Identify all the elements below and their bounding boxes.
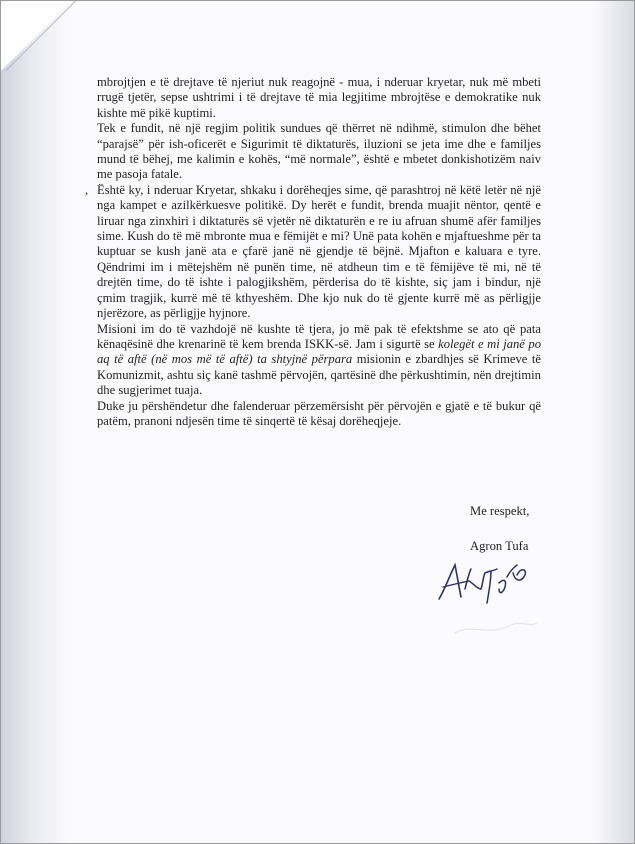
line: dhe bëhet “parajsë” për ish-oficerët e Sigurimit të diktaturës, iluzioni se jeta bbox=[97, 121, 541, 151]
paragraph-4 bbox=[97, 322, 541, 399]
line: e mbetet donkishotizëm naiv me pasoja fatale. bbox=[97, 152, 541, 182]
closing-salutation: Me respekt, bbox=[470, 504, 530, 518]
folded-corner bbox=[1, 1, 71, 71]
line: në punën time, në atdheun tim e të fëmijëve të mi, në të drejtën time, do të bbox=[97, 259, 542, 290]
scan-shadow-right bbox=[594, 1, 634, 843]
line: më mbeti rrugë tjetër, sepse ushtrimi i të drejtave të mia legjitime mbrojtëse bbox=[97, 75, 542, 105]
line: e mi? Unë pata kohën e mjaftueshme për ta kuptuar se kush janë ata e çfarë bbox=[97, 229, 541, 259]
line: muajit nëntor, qentë e liruar nga zinxhiri i diktaturës së vjetër në diktaturën e bbox=[97, 198, 541, 228]
line: tragjik, kurrë më të kthyeshëm. Dhe kjo nuk do të gjente kurrë më as bbox=[130, 290, 495, 305]
line: re iu afruan shumë afër familjes sime. Kush do të më mbronte mua e fëmijët bbox=[97, 213, 541, 244]
line: përligjje njerëzore, as përligjje hyjnore. bbox=[97, 290, 541, 321]
stray-mark: , bbox=[85, 182, 89, 197]
scan-shadow-left bbox=[1, 1, 71, 843]
letter-body bbox=[85, 75, 542, 429]
line: përvojën, qartësinë dhe përkushtimin, nën drejtimin dhe sugjerimet tuaja. bbox=[97, 367, 541, 398]
line: Është ky, i nderuar Kryetar, shkaku i dorëheqjes sime, që parashtroj në këtë bbox=[97, 182, 481, 197]
line: Tek e fundit, në një regjim politik sundues që thërret në ndihmë, stimulon bbox=[97, 121, 487, 136]
paragraph-5 bbox=[97, 399, 541, 430]
faint-show-through-mark bbox=[451, 613, 541, 643]
line: misionin e zbardhjes së Krimeve të Komunizmit, ashtu siç kanë tashmë bbox=[97, 352, 541, 382]
line: janë në gjendje të bëjnë. Mjafton e kaluara e tyre. Qëndrimi im i mëtejshëm bbox=[97, 244, 542, 274]
line: ishte i palogjikshëm, përderisa do të kishte, siç jam i bindur, një çmim bbox=[97, 275, 541, 305]
paragraph-3 bbox=[85, 182, 542, 322]
line: letër në një nga kampet e azilkërkuesve politikë. Dy herët e fundit, brenda bbox=[97, 182, 541, 213]
signer-name: Agron Tufa bbox=[470, 539, 529, 553]
line: ime dhe e familjes mund të bëhej, me kalimin e kohës, “më normale”, është bbox=[97, 136, 541, 167]
line: kolegët e mi janë po aq të aftë (në mos më të aftë) ta shtyjnë përpara bbox=[97, 336, 541, 367]
line: që pata kënaqësinë dhe krenarinë të kem brenda ISKK-së. Jam i sigurtë se bbox=[97, 321, 541, 351]
line: e demokratike nuk kishte më pikë kuptimi. bbox=[97, 90, 541, 120]
line: mbrojtjen e të drejtave të njeriut nuk reagojnë - mua, i nderuar kryetar, nuk bbox=[97, 75, 489, 89]
paragraph-1 bbox=[97, 75, 541, 121]
line: Duke ju përshëndetur dhe falenderuar përzemërsisht për përvojën e gjatë e të bbox=[97, 398, 492, 413]
line: Misioni im do të vazhdojë në kushte të tjera, jo më pak të efektshme se ato bbox=[97, 321, 499, 336]
paragraph-2 bbox=[97, 121, 541, 183]
line: bukur që patëm, pranoni ndjesën time të sinqertë të kësaj dorëheqjeje. bbox=[97, 398, 541, 428]
handwritten-signature bbox=[433, 559, 533, 609]
